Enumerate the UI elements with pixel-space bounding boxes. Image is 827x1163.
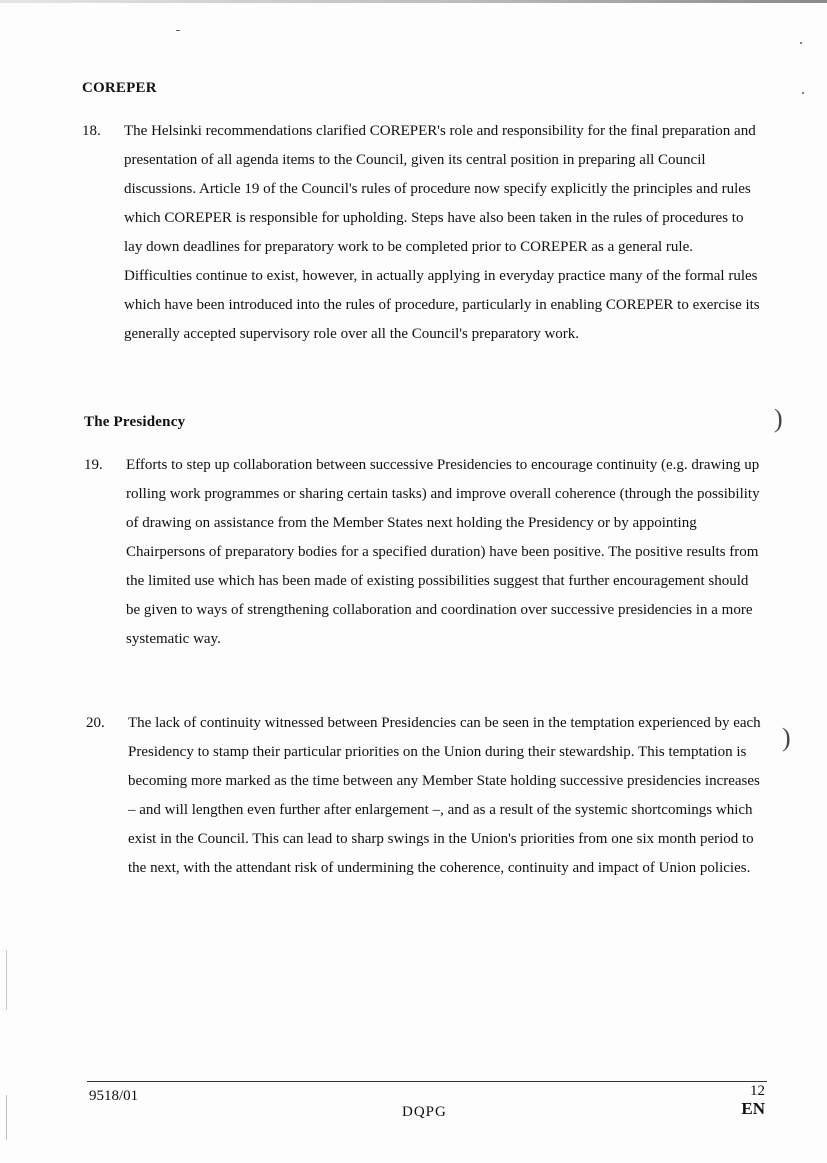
paragraph-number: 19. bbox=[84, 457, 103, 473]
scan-mark bbox=[6, 1095, 7, 1140]
paragraph-19 bbox=[84, 451, 764, 654]
scan-speck bbox=[176, 30, 180, 31]
department-code: DQPG bbox=[402, 1104, 447, 1118]
punch-hole-mark: ) bbox=[774, 404, 783, 433]
scan-mark bbox=[6, 950, 7, 1010]
scan-speck bbox=[802, 92, 804, 94]
section-heading-coreper: COREPER bbox=[82, 80, 157, 96]
paragraph-text: The Helsinki recommendations clarified COREPER's role and responsibility for the final preparation and presentation of all agenda items to the Council, given its central position in preparing all Council discussions. Article 19 of the Council's rules of procedure now specify explicitly the principles and rules which COREPER is responsible for upholding. Steps have also been taken in the rules of procedures to lay down deadlines for preparatory work to be completed prior to COREPER as a general rule. Difficulties continue to exist, however, in actually applying in everyday practice many of the formal rules which have been introduced into the rules of procedure, particularly in enabling COREPER to exercise its generally accepted supervisory role over all the Council's preparatory work. bbox=[124, 123, 760, 342]
paragraph-text: The lack of continuity witnessed between Presidencies can be seen in the temptation experienced by each Presidency to stamp their particular priorities on the Union during their stewardship. This temptation is becoming more marked as the time between any Member State holding successive presidencies increases – and will lengthen even further after enlargement –, and as a result of the systemic shortcomings which exist in the Council. This can lead to sharp swings in the Union's priorities from one six month period to the next, with the attendant risk of undermining the coherence, continuity and impact of Union policies. bbox=[128, 715, 761, 876]
language-code: EN bbox=[741, 1099, 765, 1116]
punch-hole-mark: ) bbox=[782, 723, 791, 752]
footer-divider bbox=[87, 1081, 767, 1082]
scan-speck bbox=[800, 42, 802, 44]
page-number: 12 bbox=[750, 1083, 765, 1099]
paragraph-number: 20. bbox=[86, 715, 105, 731]
paragraph-18 bbox=[82, 117, 762, 349]
paragraph-number: 18. bbox=[82, 123, 101, 139]
document-reference: 9518/01 bbox=[89, 1088, 139, 1104]
paragraph-text: Efforts to step up collaboration between successive Presidencies to encourage continuity (e.g. drawing up rolling work programmes or sharing certain tasks) and improve overall coherence (through the possibility of drawing on assistance from the Member States next holding the Presidency or by appointing Chairpersons of preparatory bodies for a specified duration) have been positive. The positive results from the limited use which has been made of existing possibilities suggest that further encouragement should be given to ways of strengthening collaboration and coordination over successive presidencies in a more systematic way. bbox=[126, 457, 760, 647]
scan-edge bbox=[0, 0, 827, 3]
paragraph-20 bbox=[86, 709, 766, 883]
section-heading-presidency: The Presidency bbox=[84, 414, 186, 430]
